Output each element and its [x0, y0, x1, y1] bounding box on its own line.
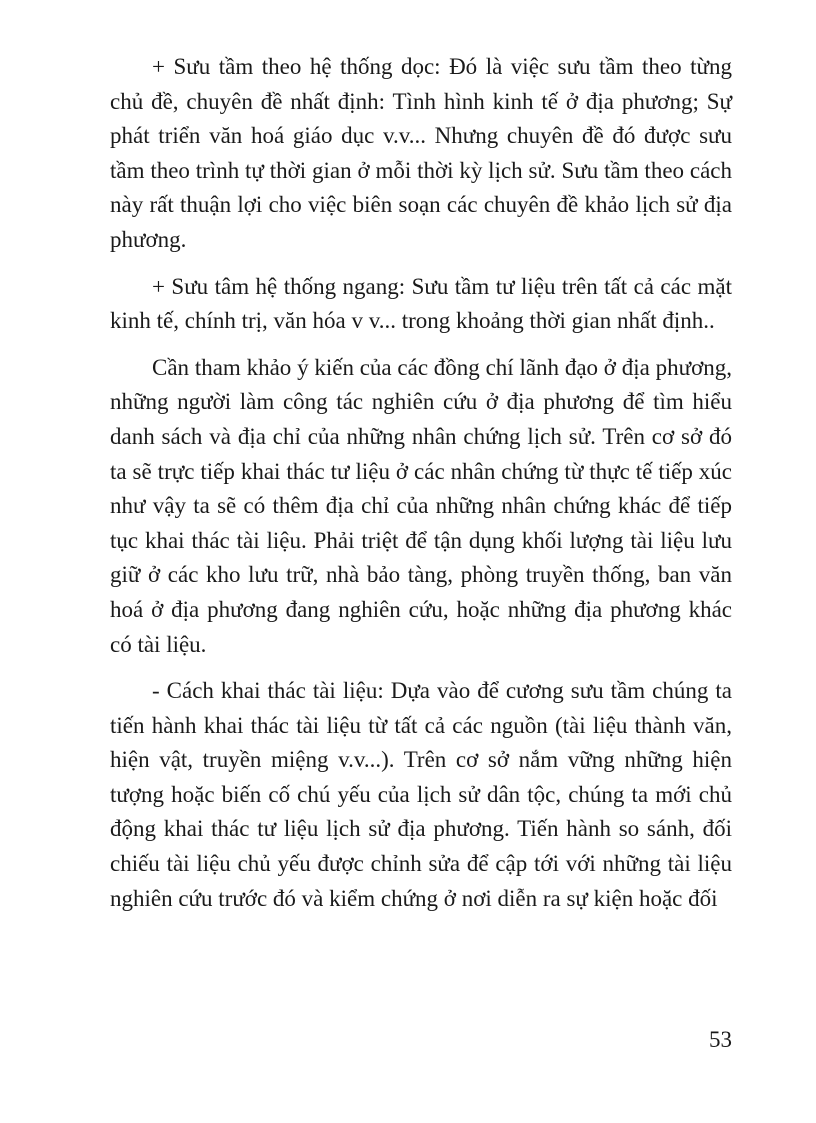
paragraph-consult-witnesses: Cần tham khảo ý kiến của các đồng chí lãnh đạo ở địa phương, những người làm công tác nghiên cứu ở địa phương để tìm hiểu danh sách và địa chỉ của những nhân chứng lịch sử. Trên cơ sở đó ta sẽ trực tiếp khai thác tư liệu ở các nhân chứng từ thực tế tiếp xúc như vậy ta sẽ có thêm địa chỉ của những nhân chứng khác để tiếp tục khai thác tài liệu. Phải triệt để tận dụng khối lượng tài liệu lưu giữ ở các kho lưu trữ, nhà bảo tàng, phòng truyền thống, ban văn hoá ở địa phương đang nghiên cứu, hoặc những địa phương khác có tài liệu. — [110, 354, 732, 657]
paragraph-vertical-collection: + Sưu tầm theo hệ thống dọc: Đó là việc sưu tầm theo từng chủ đề, chuyên đề nhất định: Tình hình kinh tế ở địa phương; Sự phát triển văn hoá giáo dục v.v... Nhưng chuyên đề đó được sưu tầm theo trình tự thời gian ở mỗi thời kỳ lịch sử. Sưu tầm theo cách này rất thuận lợi cho việc biên soạn các chuyên đề khảo lịch sử địa phương. — [110, 54, 732, 252]
page-body — [110, 50, 732, 928]
paragraph-horizontal-collection: + Sưu tâm hệ thống ngang: Sưu tầm tư liệu trên tất cả các mặt kinh tế, chính trị, văn hóa v v... trong khoảng thời gian nhất định.. — [110, 273, 732, 334]
paragraph-exploitation-method: - Cách khai thác tài liệu: Dựa vào để cương sưu tầm chúng ta tiến hành khai thác tài liệu từ tất cả các nguồn (tài liệu thành văn, hiện vật, truyền miệng v.v...). Trên cơ sở nắm vững những hiện tượng hoặc biến cố chú yếu của lịch sử dân tộc, chúng ta mới chủ động khai thác tư liệu lịch sử địa phương. Tiến hành so sánh, đối chiếu tài liệu chủ yếu được chỉnh sửa để cập tới với những tài liệu nghiên cứu trước đó và kiểm chứng ở nơi diễn ra sự kiện hoặc đối — [110, 678, 732, 911]
page-number: 53 — [709, 1027, 732, 1052]
